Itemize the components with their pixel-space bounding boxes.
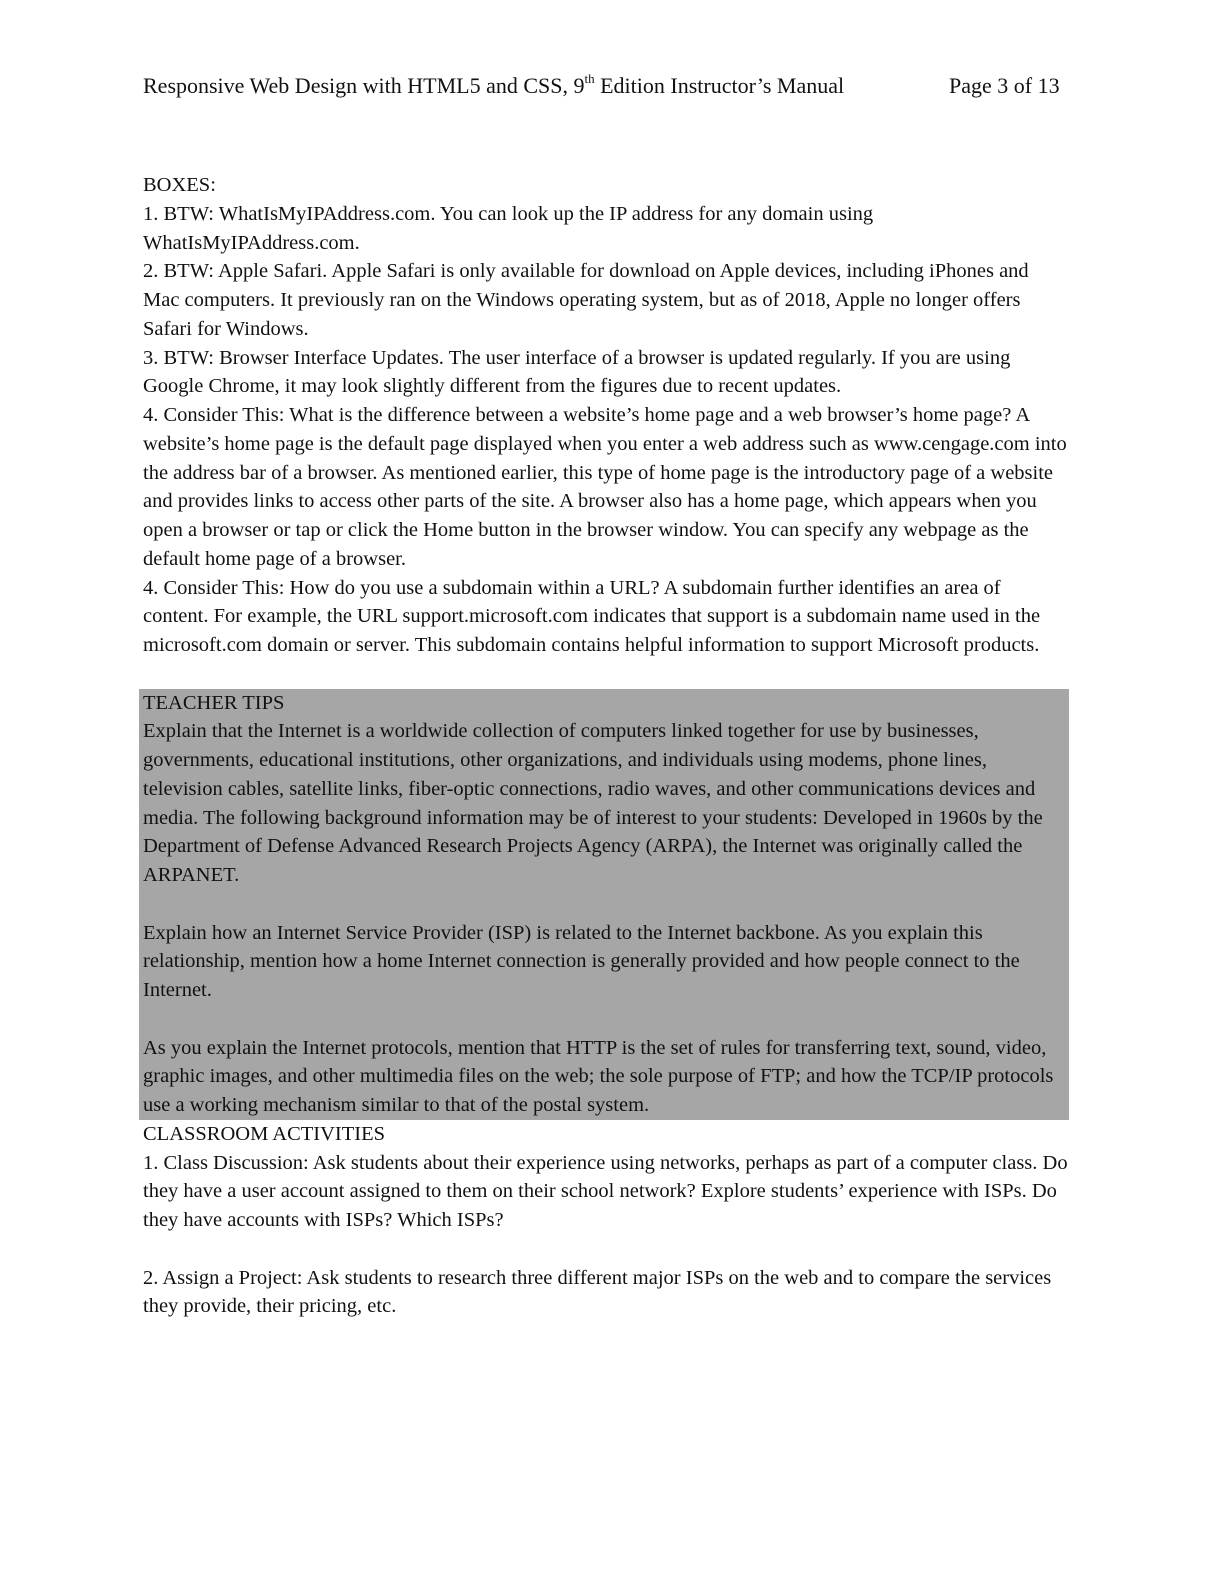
classroom-activity-2: 2. Assign a Project: Ask students to research three different major ISPs on the web and to compare the services they provide, their pricing, etc. [143, 1266, 1052, 1318]
edition-superscript: th [584, 70, 595, 86]
classroom-activities-section [143, 1120, 1068, 1321]
classroom-activity-1: 1. Class Discussion: Ask students about their experience using networks, perhaps as part of a computer class. Do they have a user account assigned to them on their school network? Explore students’ experience with ISPs. Do they have accounts with ISPs? Which ISPs? [143, 1151, 1068, 1231]
spacer [143, 1005, 1067, 1034]
boxes-item-4: 4. Consider This: What is the difference between a website’s home page and a web browser’s home page? A website’s home page is the default page displayed when you enter a web address such as www.cengage.com into the address bar of a browser. As mentioned earlier, this type of home page is the introductory page of a website and provides links to access other parts of the site. A browser also has a home page, which appears when you open a browser or tap or click the Home button in the browser window. You can specify any webpage as the default home page of a browser. [143, 404, 1067, 570]
teacher-tips-paragraph-2: Explain how an Internet Service Provider (ISP) is related to the Internet backbone. As you explain this relationship, mention how a home Internet connection is generally provided and how people connect to the Internet. [143, 921, 1020, 1001]
boxes-heading: BOXES: [143, 174, 216, 196]
document-title-rest: Edition Instructor’s Manual [594, 73, 845, 98]
boxes-item-5: 4. Consider This: How do you use a subdomain within a URL? A subdomain further identifies an area of content. For example, the URL support.microsoft.com indicates that support is a subdomain name used in the microsoft.com domain or server. This subdomain contains helpful information to support Microsoft products. [143, 576, 1041, 656]
classroom-activities-heading: CLASSROOM ACTIVITIES [143, 1122, 386, 1145]
boxes-item-1: 1. BTW: WhatIsMyIPAddress.com. You can look up the IP address for any domain using WhatIsMyIPAddress.com. [143, 202, 874, 254]
teacher-tips-paragraph-1: Explain that the Internet is a worldwide collection of computers linked together for use by businesses, governments, educational institutions, other organizations, and individuals using modems, phone lines, television cables, satellite links, fiber-optic connections, radio waves, and other communications devices and media. The following background information may be of interest to your students: Developed in 1960s by the Department of Defense Advanced Research Projects Agency (ARPA), the Internet was originally called the ARPANET. [143, 720, 1043, 886]
boxes-section [143, 171, 1068, 660]
page-content [143, 171, 1073, 1321]
teacher-tips-heading: TEACHER TIPS [143, 691, 285, 714]
boxes-item-2: 2. BTW: Apple Safari. Apple Safari is only available for download on Apple devices, including iPhones and Mac computers. It previously ran on the Windows operating system, but as of 2018, Apple no longer offers Safari for Windows. [143, 260, 1029, 340]
spacer [143, 1235, 1068, 1264]
boxes-item-3: 3. BTW: Browser Interface Updates. The user interface of a browser is updated regularly. If you are using Google Chrome, it may look slightly different from the figures due to recent updates. [143, 346, 1011, 398]
page-number: Page 3 of 13 [949, 73, 1060, 98]
spacer [143, 890, 1067, 919]
teacher-tips-box [139, 689, 1069, 1120]
teacher-tips-paragraph-3: As you explain the Internet protocols, mention that HTTP is the set of rules for transferring text, sound, video, graphic images, and other multimedia files on the web; the sole purpose of FTP; and how the TCP/IP protocols use a working mechanism similar to that of the postal system. [143, 1036, 1054, 1116]
document-title-main: Responsive Web Design with HTML5 and CSS, 9 [143, 73, 585, 98]
spacer [143, 660, 1073, 689]
document-title [143, 70, 844, 102]
page-header [143, 70, 1073, 102]
